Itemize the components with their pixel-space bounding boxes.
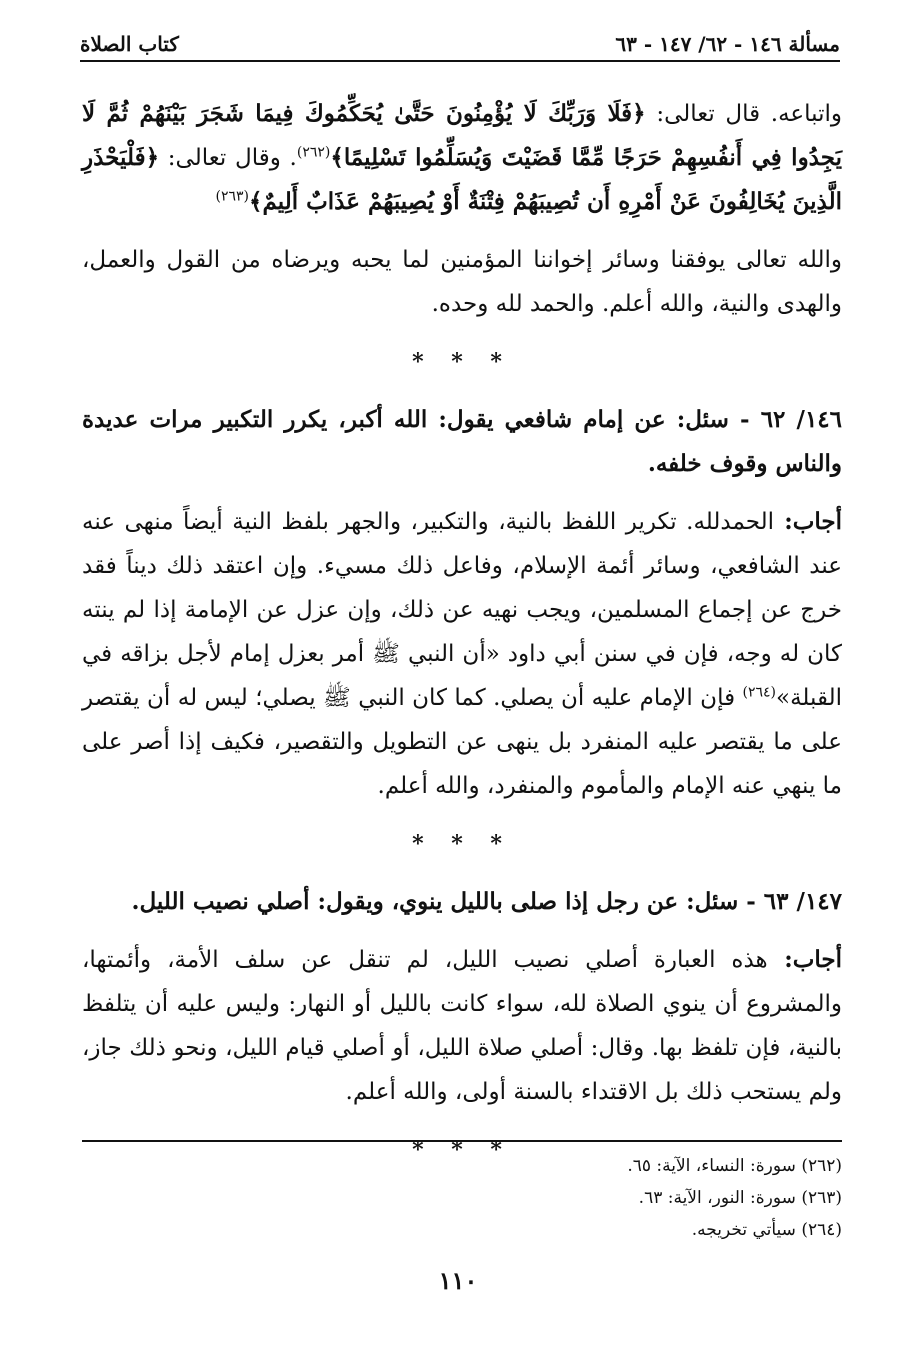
answer-146-label: أجاب: [774,508,842,535]
answer-146-text-b: فإن الإمام عليه أن يصلي. كما كان النبي ﷺ يصلي؛ ليس له أن يقتصر على ما يقتصر عليه المنفرد بل ينهى عن التطويل والتقصير، فكيف إذا أصر على ما ينهي عنه الإمام والمأموم والمنفرد، والله أعلم. [82,685,842,799]
section-separator: * * * [412,1137,512,1163]
page-number: ١١٠ [438,1266,478,1295]
answer-146-text-a: الحمدلله. تكرير اللفظ بالنية، والتكبير، والجهر بلفظ النية أيضاً منهى عنه عند الشافعي، وسائر أئمة الإسلام، وفاعل ذلك مسيء. وإن اعتقد ذلك ديناً فقد خرج عن إجماع المسلمين، ويجب نهيه عن ذلك، وإن عزل عن الإمامة إذا لم ينته كان له وجه، فإن في سنن أبي داود «أن النبي ﷺ أمر بعزل إمام لأجل بزاقه في القبلة» [82,509,842,711]
intro-text-a: واتباعه. قال تعالى: [645,101,842,127]
header-book-title: كتاب الصلاة [80,32,179,56]
header-issue-range: مسألة ١٤٦ - ٦٢/ ١٤٧ - ٦٣ [615,32,840,56]
answer-147-text: هذه العبارة أصلي نصيب الليل، لم تنقل عن سلف الأمة، وأئمتها، والمشروع أن ينوي الصلاة لله، سواء كانت بالليل أو النهار: وليس عليه أن يتلفظ بالنية، فإن تلفظ بها. وقال: أصلي صلاة الليل، أو أصلي قيام الليل، ونحو ذلك جاز، ولم يستحب ذلك بل الاقتداء بالسنة أولى، والله أعلم. [82,947,842,1105]
quran-verse-2: ﴿فَلْيَحْذَرِ الَّذِينَ يُخَالِفُونَ عَنْ أَمْرِهِ أَن تُصِيبَهُمْ فِتْنَةٌ أَوْ يُصِيبَهُمْ عَذَابٌ أَلِيمٌ﴾ [82,144,842,215]
footnote-ref-262: (٢٦٢) [296,144,331,161]
intro-text-b: . وقال تعالى: [159,145,297,171]
answer-147-label: أجاب: [767,946,843,973]
footnote-262: (٢٦٢) سورة: النساء، الآية: ٦٥. [627,1156,842,1176]
section-separator: * * * [412,349,512,375]
footnotes [82,1150,842,1246]
answer-147-paragraph [82,938,842,1114]
question-146-heading [82,398,842,486]
question-146-text: سئل: عن إمام شافعي يقول: الله أكبر، يكرر التكبير مرات عديدة والناس وقوف خلفه. [82,406,842,477]
intro-paragraph [82,92,842,224]
section-separator: * * * [412,831,512,857]
question-147-number: ١٤٧/ ٦٣ - [738,888,842,915]
question-147-text: سئل: عن رجل إذا صلى بالليل ينوي، ويقول: أصلي نصيب الليل. [131,888,739,915]
closing-paragraph: والله تعالى يوفقنا وسائر إخواننا المؤمنين لما يحبه ويرضاه من القول والعمل، والهدى والنية، والله أعلم. والحمد لله وحده. [82,247,842,317]
footnote-263: (٢٦٣) سورة: النور، الآية: ٦٣. [638,1188,842,1208]
answer-146-paragraph [82,500,842,808]
running-header [80,28,840,62]
question-146-number: ١٤٦/ ٦٢ - [728,406,842,433]
question-147-heading [82,880,842,924]
footnote-ref-263: (٢٦٣) [215,188,249,205]
footnote-264: (٢٦٤) سيأتي تخريجه. [691,1220,842,1240]
footnote-divider [82,1140,842,1142]
page-body [82,92,842,1186]
footnote-ref-264: (٢٦٤) [742,684,776,701]
quran-verse-1: ﴿فَلَا وَرَبِّكَ لَا يُؤْمِنُونَ حَتَّىٰ يُحَكِّمُوكَ فِيمَا شَجَرَ بَيْنَهُمْ ثُمَّ لَا يَجِدُوا فِي أَنفُسِهِمْ حَرَجًا مِّمَّا قَضَيْتَ وَيُسَلِّمُوا تَسْلِيمًا﴾ [82,100,843,171]
